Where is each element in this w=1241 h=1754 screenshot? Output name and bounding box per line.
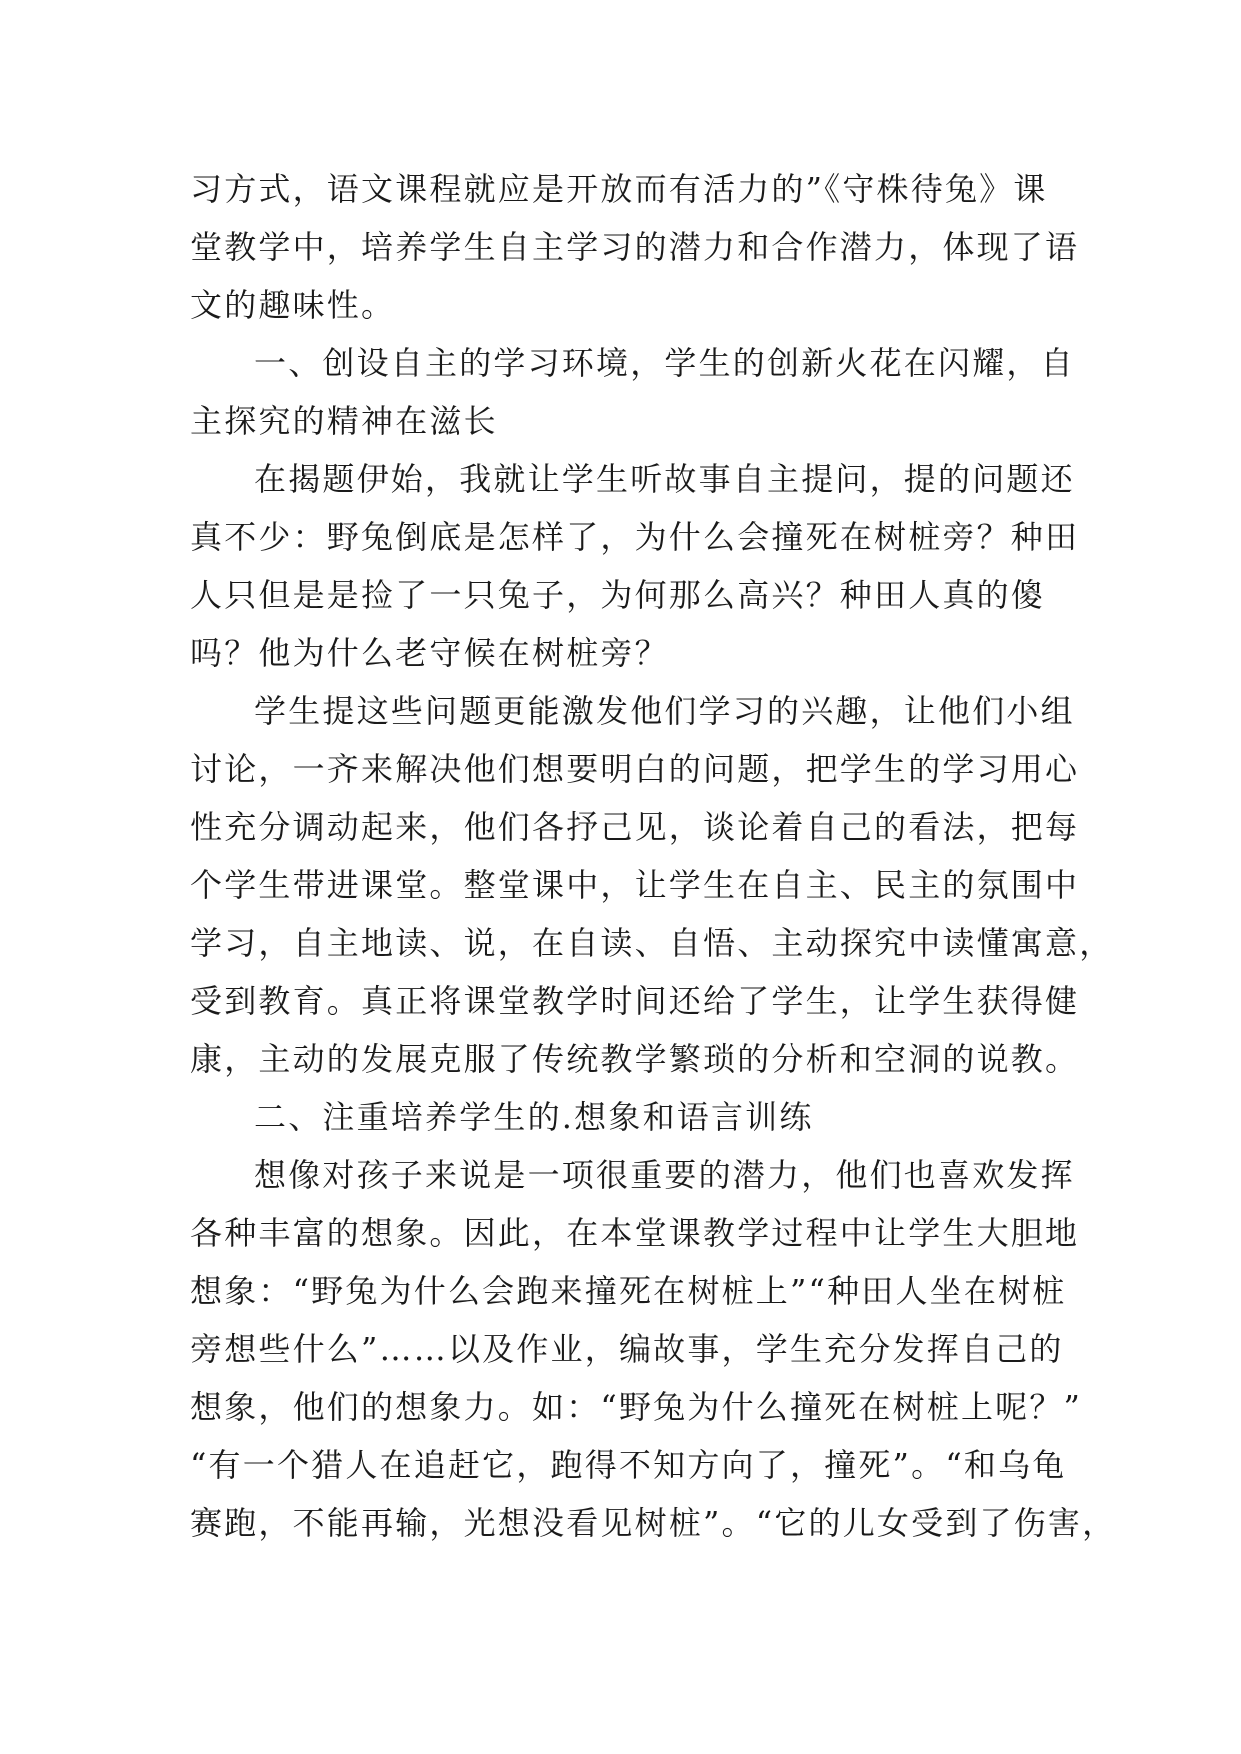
text-line: 讨论，一齐来解决他们想要明白的问题，把学生的学习用心 <box>190 750 1080 788</box>
section-heading-1-cont: 主探究的精神在滋长 <box>190 402 498 440</box>
text-line: 学生提这些问题更能激发他们学习的兴趣，让他们小组 <box>254 692 1075 730</box>
text-line: 旁想些什么”……以及作业，编故事，学生充分发挥自己的 <box>190 1330 1064 1368</box>
body-text <box>190 160 1117 1552</box>
section-heading-1: 一、创设自主的学习环境，学生的创新火花在闪耀，自 <box>254 344 1075 382</box>
text-line: 想像对孩子来说是一项很重要的潜力，他们也喜欢发挥 <box>254 1156 1075 1194</box>
text-line: “有一个猎人在追赶它，跑得不知方向了，撞死”。“和乌龟 <box>190 1446 1067 1484</box>
section-heading-2: 二、注重培养学生的.想象和语言训练 <box>254 1098 814 1136</box>
text-line: 人只但是是捡了一只兔子，为何那么高兴？种田人真的傻 <box>190 576 1046 614</box>
text-line: 个学生带进课堂。整堂课中，让学生在自主、民主的氛围中 <box>190 866 1080 904</box>
text-line: 想象，他们的想象力。如：“野兔为什么撞死在树桩上呢？” <box>190 1388 1083 1426</box>
text-line: 吗？他为什么老守候在树桩旁？ <box>190 634 669 672</box>
text-line: 各种丰富的想象。因此，在本堂课教学过程中让学生大胆地 <box>190 1214 1080 1252</box>
text-line: 真不少：野兔倒底是怎样了，为什么会撞死在树桩旁？种田 <box>190 518 1080 556</box>
text-line: 赛跑，不能再输，光想没看见树桩”。“它的儿女受到了伤害， <box>190 1504 1117 1542</box>
text-line: 在揭题伊始，我就让学生听故事自主提问，提的问题还 <box>254 460 1075 498</box>
text-line: 习方式，语文课程就应是开放而有活力的”《守株待兔》课 <box>190 170 1048 208</box>
text-line: 文的趣味性。 <box>190 286 396 324</box>
text-line: 想象：“野兔为什么会跑来撞死在树桩上”“种田人坐在树桩 <box>190 1272 1067 1310</box>
text-line: 康，主动的发展克服了传统教学繁琐的分析和空洞的说教。 <box>190 1040 1080 1078</box>
text-line: 受到教育。真正将课堂教学时间还给了学生，让学生获得健 <box>190 982 1080 1020</box>
text-line: 堂教学中，培养学生自主学习的潜力和合作潜力，体现了语 <box>190 228 1080 266</box>
text-line: 学习，自主地读、说，在自读、自悟、主动探究中读懂寓意， <box>190 924 1114 962</box>
text-line: 性充分调动起来，他们各抒己见，谈论着自己的看法，把每 <box>190 808 1080 846</box>
